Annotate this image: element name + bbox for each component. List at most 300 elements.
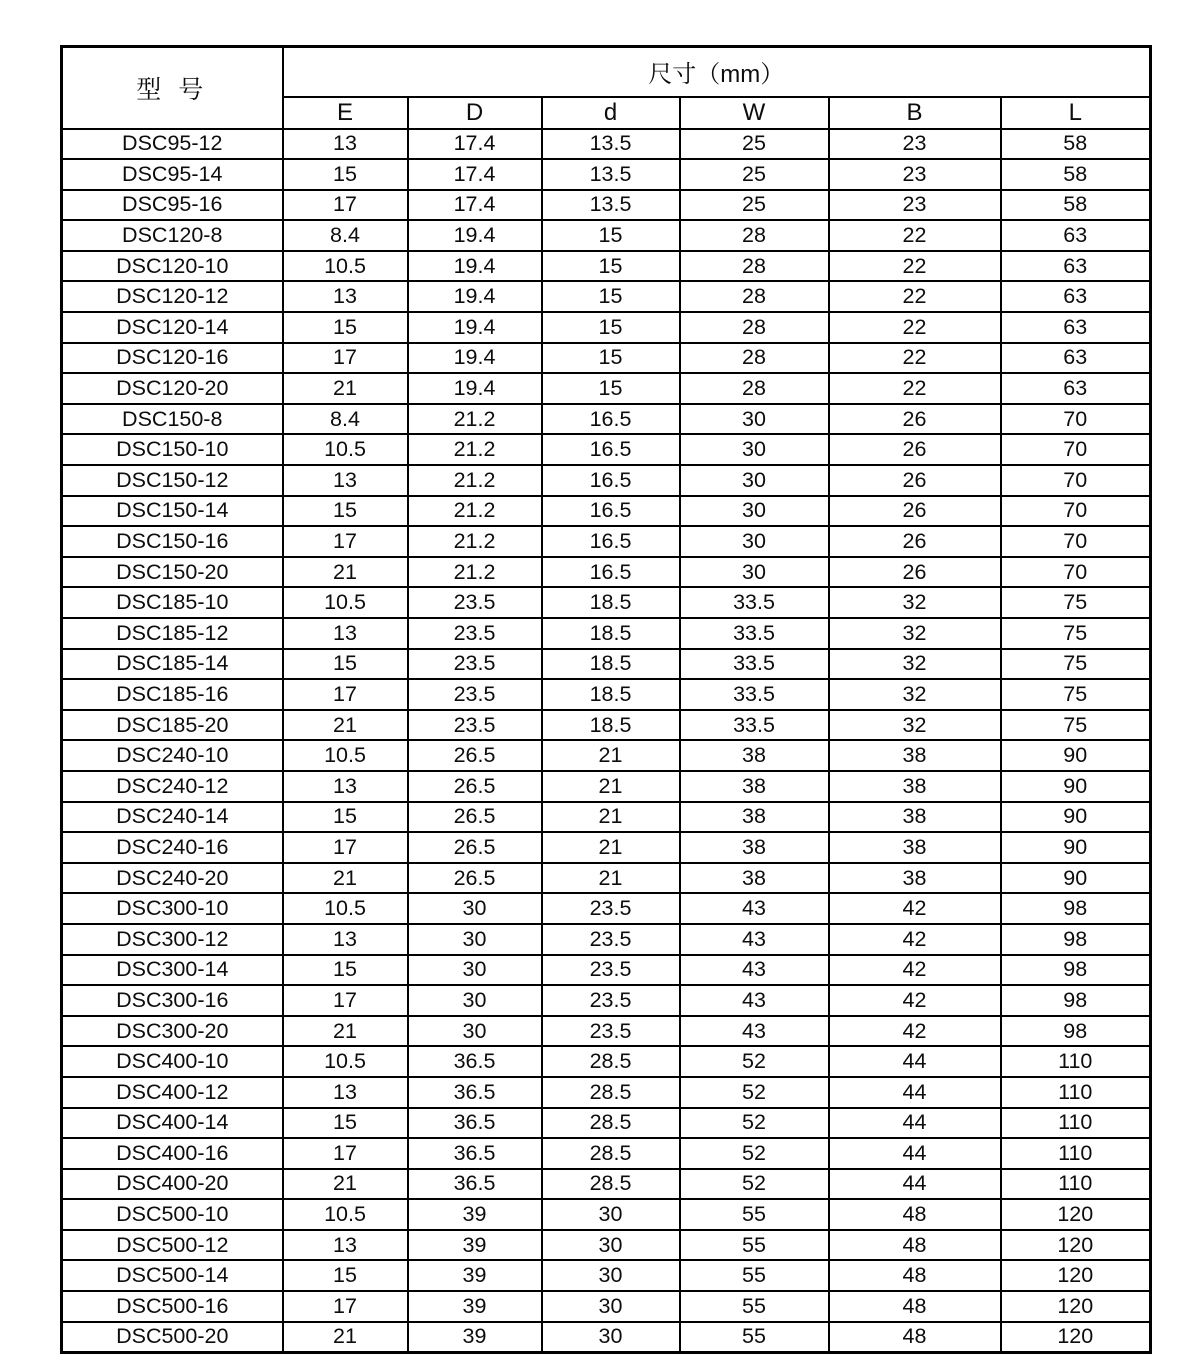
- value-cell-E: 15: [283, 1108, 408, 1139]
- table-row: [62, 281, 1151, 312]
- table-row: [62, 1077, 1151, 1108]
- table-row: [62, 343, 1151, 374]
- value-cell-W: 30: [680, 404, 829, 435]
- model-cell: DSC300-16: [62, 985, 283, 1016]
- value-cell-W: 28: [680, 373, 829, 404]
- value-cell-L: 110: [1001, 1138, 1151, 1169]
- column-header-W: W: [680, 97, 829, 129]
- value-cell-E: 15: [283, 649, 408, 680]
- value-cell-E: 17: [283, 1291, 408, 1322]
- value-cell-D: 23.5: [408, 618, 542, 649]
- value-cell-B: 23: [829, 190, 1001, 221]
- header-row-top: [62, 47, 1151, 97]
- model-cell: DSC150-14: [62, 496, 283, 527]
- value-cell-d: 23.5: [542, 1016, 680, 1047]
- value-cell-W: 43: [680, 955, 829, 986]
- table-row: [62, 129, 1151, 160]
- value-cell-E: 10.5: [283, 251, 408, 282]
- value-cell-B: 44: [829, 1169, 1001, 1200]
- value-cell-W: 55: [680, 1322, 829, 1353]
- value-cell-W: 38: [680, 740, 829, 771]
- value-cell-L: 58: [1001, 129, 1151, 160]
- value-cell-E: 21: [283, 1016, 408, 1047]
- column-header-B: B: [829, 97, 1001, 129]
- table-row: [62, 1291, 1151, 1322]
- value-cell-D: 17.4: [408, 190, 542, 221]
- value-cell-L: 120: [1001, 1322, 1151, 1353]
- model-cell: DSC500-16: [62, 1291, 283, 1322]
- value-cell-E: 21: [283, 557, 408, 588]
- value-cell-d: 23.5: [542, 893, 680, 924]
- model-cell: DSC300-20: [62, 1016, 283, 1047]
- table-row: [62, 863, 1151, 894]
- model-cell: DSC240-20: [62, 863, 283, 894]
- model-cell: DSC300-14: [62, 955, 283, 986]
- value-cell-B: 38: [829, 771, 1001, 802]
- value-cell-E: 13: [283, 281, 408, 312]
- table-row: [62, 771, 1151, 802]
- model-cell: DSC300-12: [62, 924, 283, 955]
- value-cell-L: 63: [1001, 281, 1151, 312]
- value-cell-d: 16.5: [542, 465, 680, 496]
- value-cell-D: 21.2: [408, 404, 542, 435]
- model-cell: DSC400-20: [62, 1169, 283, 1200]
- table-row: [62, 220, 1151, 251]
- model-cell: DSC185-10: [62, 587, 283, 618]
- dimensions-group-header: 尺寸（mm）: [283, 47, 1151, 97]
- value-cell-L: 70: [1001, 404, 1151, 435]
- value-cell-W: 28: [680, 220, 829, 251]
- value-cell-d: 30: [542, 1260, 680, 1291]
- value-cell-W: 55: [680, 1260, 829, 1291]
- table-row: [62, 251, 1151, 282]
- value-cell-D: 23.5: [408, 679, 542, 710]
- table-row: [62, 618, 1151, 649]
- value-cell-E: 17: [283, 985, 408, 1016]
- model-cell: DSC150-16: [62, 526, 283, 557]
- value-cell-B: 32: [829, 587, 1001, 618]
- value-cell-E: 15: [283, 1260, 408, 1291]
- table-row: [62, 955, 1151, 986]
- model-cell: DSC500-14: [62, 1260, 283, 1291]
- value-cell-L: 120: [1001, 1291, 1151, 1322]
- value-cell-W: 30: [680, 496, 829, 527]
- value-cell-D: 39: [408, 1199, 542, 1230]
- table-row: [62, 649, 1151, 680]
- value-cell-D: 39: [408, 1291, 542, 1322]
- table-row: [62, 924, 1151, 955]
- value-cell-B: 32: [829, 679, 1001, 710]
- value-cell-W: 55: [680, 1291, 829, 1322]
- value-cell-B: 22: [829, 373, 1001, 404]
- column-header-E: E: [283, 97, 408, 129]
- value-cell-L: 70: [1001, 526, 1151, 557]
- value-cell-D: 21.2: [408, 465, 542, 496]
- value-cell-L: 63: [1001, 220, 1151, 251]
- table-row: [62, 434, 1151, 465]
- value-cell-W: 43: [680, 893, 829, 924]
- value-cell-L: 110: [1001, 1108, 1151, 1139]
- value-cell-D: 19.4: [408, 343, 542, 374]
- value-cell-d: 30: [542, 1322, 680, 1353]
- value-cell-B: 44: [829, 1046, 1001, 1077]
- value-cell-d: 13.5: [542, 129, 680, 160]
- value-cell-L: 70: [1001, 496, 1151, 527]
- model-cell: DSC95-16: [62, 190, 283, 221]
- value-cell-D: 19.4: [408, 281, 542, 312]
- model-cell: DSC150-8: [62, 404, 283, 435]
- model-cell: DSC120-14: [62, 312, 283, 343]
- value-cell-d: 16.5: [542, 434, 680, 465]
- model-cell: DSC240-10: [62, 740, 283, 771]
- value-cell-W: 55: [680, 1199, 829, 1230]
- value-cell-B: 42: [829, 985, 1001, 1016]
- model-cell: DSC240-12: [62, 771, 283, 802]
- value-cell-B: 42: [829, 955, 1001, 986]
- table-row: [62, 740, 1151, 771]
- value-cell-D: 26.5: [408, 771, 542, 802]
- value-cell-B: 26: [829, 496, 1001, 527]
- model-cell: DSC185-20: [62, 710, 283, 741]
- value-cell-L: 110: [1001, 1169, 1151, 1200]
- value-cell-d: 18.5: [542, 710, 680, 741]
- value-cell-E: 21: [283, 373, 408, 404]
- value-cell-W: 33.5: [680, 587, 829, 618]
- value-cell-d: 15: [542, 251, 680, 282]
- value-cell-L: 75: [1001, 679, 1151, 710]
- value-cell-d: 21: [542, 771, 680, 802]
- value-cell-L: 63: [1001, 343, 1151, 374]
- value-cell-B: 48: [829, 1230, 1001, 1261]
- value-cell-d: 28.5: [542, 1077, 680, 1108]
- table-row: [62, 465, 1151, 496]
- value-cell-E: 13: [283, 465, 408, 496]
- value-cell-E: 13: [283, 771, 408, 802]
- value-cell-B: 26: [829, 404, 1001, 435]
- model-cell: DSC120-16: [62, 343, 283, 374]
- value-cell-d: 30: [542, 1291, 680, 1322]
- value-cell-B: 38: [829, 740, 1001, 771]
- value-cell-D: 39: [408, 1322, 542, 1353]
- value-cell-D: 19.4: [408, 251, 542, 282]
- value-cell-E: 17: [283, 679, 408, 710]
- value-cell-d: 16.5: [542, 496, 680, 527]
- value-cell-L: 110: [1001, 1046, 1151, 1077]
- value-cell-D: 21.2: [408, 496, 542, 527]
- value-cell-L: 120: [1001, 1230, 1151, 1261]
- value-cell-L: 98: [1001, 924, 1151, 955]
- value-cell-B: 32: [829, 649, 1001, 680]
- table-row: [62, 496, 1151, 527]
- model-cell: DSC150-10: [62, 434, 283, 465]
- value-cell-E: 21: [283, 710, 408, 741]
- value-cell-W: 30: [680, 557, 829, 588]
- value-cell-W: 30: [680, 465, 829, 496]
- table-row: [62, 893, 1151, 924]
- model-cell: DSC300-10: [62, 893, 283, 924]
- value-cell-L: 63: [1001, 373, 1151, 404]
- value-cell-d: 15: [542, 373, 680, 404]
- value-cell-d: 16.5: [542, 404, 680, 435]
- model-cell: DSC120-12: [62, 281, 283, 312]
- table-row: [62, 1046, 1151, 1077]
- value-cell-W: 33.5: [680, 710, 829, 741]
- value-cell-W: 38: [680, 771, 829, 802]
- value-cell-E: 8.4: [283, 220, 408, 251]
- table-row: [62, 373, 1151, 404]
- model-column-header: 型 号: [62, 47, 283, 129]
- value-cell-E: 21: [283, 863, 408, 894]
- model-cell: DSC500-10: [62, 1199, 283, 1230]
- value-cell-d: 18.5: [542, 679, 680, 710]
- value-cell-d: 15: [542, 220, 680, 251]
- value-cell-D: 36.5: [408, 1108, 542, 1139]
- value-cell-B: 42: [829, 893, 1001, 924]
- value-cell-B: 44: [829, 1138, 1001, 1169]
- model-cell: DSC400-12: [62, 1077, 283, 1108]
- value-cell-B: 38: [829, 802, 1001, 833]
- model-cell: DSC400-16: [62, 1138, 283, 1169]
- value-cell-D: 36.5: [408, 1046, 542, 1077]
- model-cell: DSC185-12: [62, 618, 283, 649]
- table-row: [62, 159, 1151, 190]
- value-cell-B: 48: [829, 1260, 1001, 1291]
- value-cell-E: 10.5: [283, 893, 408, 924]
- value-cell-d: 21: [542, 863, 680, 894]
- value-cell-d: 15: [542, 281, 680, 312]
- value-cell-D: 19.4: [408, 312, 542, 343]
- value-cell-D: 21.2: [408, 526, 542, 557]
- value-cell-D: 39: [408, 1230, 542, 1261]
- value-cell-d: 21: [542, 802, 680, 833]
- value-cell-E: 10.5: [283, 434, 408, 465]
- value-cell-L: 90: [1001, 863, 1151, 894]
- value-cell-D: 17.4: [408, 129, 542, 160]
- value-cell-W: 33.5: [680, 679, 829, 710]
- value-cell-W: 43: [680, 924, 829, 955]
- value-cell-L: 58: [1001, 190, 1151, 221]
- value-cell-B: 22: [829, 251, 1001, 282]
- model-cell: DSC120-20: [62, 373, 283, 404]
- value-cell-D: 23.5: [408, 710, 542, 741]
- value-cell-D: 26.5: [408, 740, 542, 771]
- value-cell-E: 17: [283, 832, 408, 863]
- value-cell-W: 33.5: [680, 649, 829, 680]
- value-cell-W: 28: [680, 251, 829, 282]
- value-cell-L: 120: [1001, 1260, 1151, 1291]
- value-cell-B: 26: [829, 557, 1001, 588]
- table-row: [62, 1260, 1151, 1291]
- value-cell-W: 52: [680, 1138, 829, 1169]
- value-cell-L: 90: [1001, 740, 1151, 771]
- value-cell-W: 55: [680, 1230, 829, 1261]
- column-header-D: D: [408, 97, 542, 129]
- model-cell: DSC400-14: [62, 1108, 283, 1139]
- value-cell-W: 28: [680, 281, 829, 312]
- value-cell-E: 10.5: [283, 740, 408, 771]
- value-cell-d: 28.5: [542, 1138, 680, 1169]
- value-cell-E: 15: [283, 802, 408, 833]
- value-cell-W: 28: [680, 343, 829, 374]
- model-cell: DSC120-10: [62, 251, 283, 282]
- value-cell-B: 22: [829, 343, 1001, 374]
- value-cell-E: 17: [283, 343, 408, 374]
- value-cell-d: 13.5: [542, 190, 680, 221]
- model-cell: DSC240-14: [62, 802, 283, 833]
- table-row: [62, 832, 1151, 863]
- value-cell-E: 21: [283, 1322, 408, 1353]
- value-cell-L: 58: [1001, 159, 1151, 190]
- value-cell-E: 13: [283, 1230, 408, 1261]
- value-cell-E: 15: [283, 312, 408, 343]
- value-cell-E: 15: [283, 159, 408, 190]
- value-cell-E: 21: [283, 1169, 408, 1200]
- value-cell-W: 25: [680, 190, 829, 221]
- value-cell-L: 110: [1001, 1077, 1151, 1108]
- value-cell-D: 39: [408, 1260, 542, 1291]
- value-cell-E: 8.4: [283, 404, 408, 435]
- model-cell: DSC95-12: [62, 129, 283, 160]
- value-cell-L: 90: [1001, 771, 1151, 802]
- value-cell-B: 44: [829, 1108, 1001, 1139]
- value-cell-E: 10.5: [283, 587, 408, 618]
- value-cell-D: 26.5: [408, 863, 542, 894]
- value-cell-B: 32: [829, 618, 1001, 649]
- value-cell-d: 18.5: [542, 649, 680, 680]
- table-row: [62, 587, 1151, 618]
- value-cell-D: 19.4: [408, 373, 542, 404]
- table-row: [62, 557, 1151, 588]
- value-cell-d: 15: [542, 343, 680, 374]
- value-cell-W: 52: [680, 1077, 829, 1108]
- table-row: [62, 1138, 1151, 1169]
- model-cell: DSC500-12: [62, 1230, 283, 1261]
- value-cell-B: 38: [829, 832, 1001, 863]
- value-cell-d: 16.5: [542, 526, 680, 557]
- value-cell-W: 25: [680, 159, 829, 190]
- model-cell: DSC400-10: [62, 1046, 283, 1077]
- value-cell-L: 63: [1001, 312, 1151, 343]
- value-cell-d: 13.5: [542, 159, 680, 190]
- value-cell-D: 17.4: [408, 159, 542, 190]
- value-cell-E: 13: [283, 618, 408, 649]
- value-cell-L: 75: [1001, 649, 1151, 680]
- column-header-L: L: [1001, 97, 1151, 129]
- table-row: [62, 526, 1151, 557]
- table-row: [62, 1016, 1151, 1047]
- value-cell-E: 15: [283, 496, 408, 527]
- value-cell-W: 43: [680, 985, 829, 1016]
- model-cell: DSC500-20: [62, 1322, 283, 1353]
- value-cell-E: 13: [283, 129, 408, 160]
- value-cell-E: 17: [283, 1138, 408, 1169]
- value-cell-L: 70: [1001, 465, 1151, 496]
- table-row: [62, 802, 1151, 833]
- value-cell-W: 30: [680, 526, 829, 557]
- value-cell-W: 30: [680, 434, 829, 465]
- value-cell-B: 26: [829, 465, 1001, 496]
- table-row: [62, 1230, 1151, 1261]
- value-cell-D: 19.4: [408, 220, 542, 251]
- value-cell-d: 15: [542, 312, 680, 343]
- value-cell-B: 23: [829, 159, 1001, 190]
- value-cell-d: 18.5: [542, 587, 680, 618]
- value-cell-L: 98: [1001, 985, 1151, 1016]
- model-cell: DSC150-12: [62, 465, 283, 496]
- value-cell-d: 28.5: [542, 1169, 680, 1200]
- value-cell-L: 98: [1001, 893, 1151, 924]
- dimension-spec-table: [60, 45, 1152, 1354]
- table-row: [62, 1108, 1151, 1139]
- value-cell-D: 26.5: [408, 802, 542, 833]
- value-cell-B: 48: [829, 1291, 1001, 1322]
- table-row: [62, 1322, 1151, 1353]
- value-cell-D: 21.2: [408, 557, 542, 588]
- value-cell-d: 23.5: [542, 985, 680, 1016]
- value-cell-E: 10.5: [283, 1199, 408, 1230]
- value-cell-W: 52: [680, 1108, 829, 1139]
- value-cell-d: 16.5: [542, 557, 680, 588]
- model-cell: DSC120-8: [62, 220, 283, 251]
- value-cell-d: 21: [542, 832, 680, 863]
- value-cell-D: 30: [408, 893, 542, 924]
- value-cell-L: 70: [1001, 434, 1151, 465]
- value-cell-d: 30: [542, 1230, 680, 1261]
- value-cell-W: 38: [680, 832, 829, 863]
- value-cell-d: 23.5: [542, 924, 680, 955]
- value-cell-B: 44: [829, 1077, 1001, 1108]
- value-cell-W: 52: [680, 1169, 829, 1200]
- value-cell-d: 30: [542, 1199, 680, 1230]
- value-cell-W: 28: [680, 312, 829, 343]
- value-cell-D: 30: [408, 985, 542, 1016]
- value-cell-L: 75: [1001, 710, 1151, 741]
- value-cell-B: 38: [829, 863, 1001, 894]
- value-cell-d: 21: [542, 740, 680, 771]
- value-cell-E: 10.5: [283, 1046, 408, 1077]
- value-cell-d: 28.5: [542, 1046, 680, 1077]
- table-row: [62, 679, 1151, 710]
- value-cell-B: 23: [829, 129, 1001, 160]
- value-cell-D: 23.5: [408, 649, 542, 680]
- value-cell-L: 98: [1001, 1016, 1151, 1047]
- value-cell-W: 52: [680, 1046, 829, 1077]
- value-cell-B: 22: [829, 312, 1001, 343]
- value-cell-L: 75: [1001, 587, 1151, 618]
- model-cell: DSC185-14: [62, 649, 283, 680]
- value-cell-B: 26: [829, 434, 1001, 465]
- value-cell-L: 120: [1001, 1199, 1151, 1230]
- value-cell-D: 30: [408, 924, 542, 955]
- value-cell-B: 26: [829, 526, 1001, 557]
- model-cell: DSC185-16: [62, 679, 283, 710]
- model-cell: DSC240-16: [62, 832, 283, 863]
- value-cell-B: 22: [829, 220, 1001, 251]
- column-header-d: d: [542, 97, 680, 129]
- value-cell-B: 22: [829, 281, 1001, 312]
- table-row: [62, 710, 1151, 741]
- value-cell-E: 13: [283, 1077, 408, 1108]
- value-cell-E: 17: [283, 526, 408, 557]
- value-cell-d: 23.5: [542, 955, 680, 986]
- value-cell-D: 21.2: [408, 434, 542, 465]
- value-cell-D: 30: [408, 955, 542, 986]
- value-cell-L: 90: [1001, 802, 1151, 833]
- value-cell-D: 30: [408, 1016, 542, 1047]
- value-cell-W: 38: [680, 863, 829, 894]
- value-cell-B: 32: [829, 710, 1001, 741]
- value-cell-B: 42: [829, 924, 1001, 955]
